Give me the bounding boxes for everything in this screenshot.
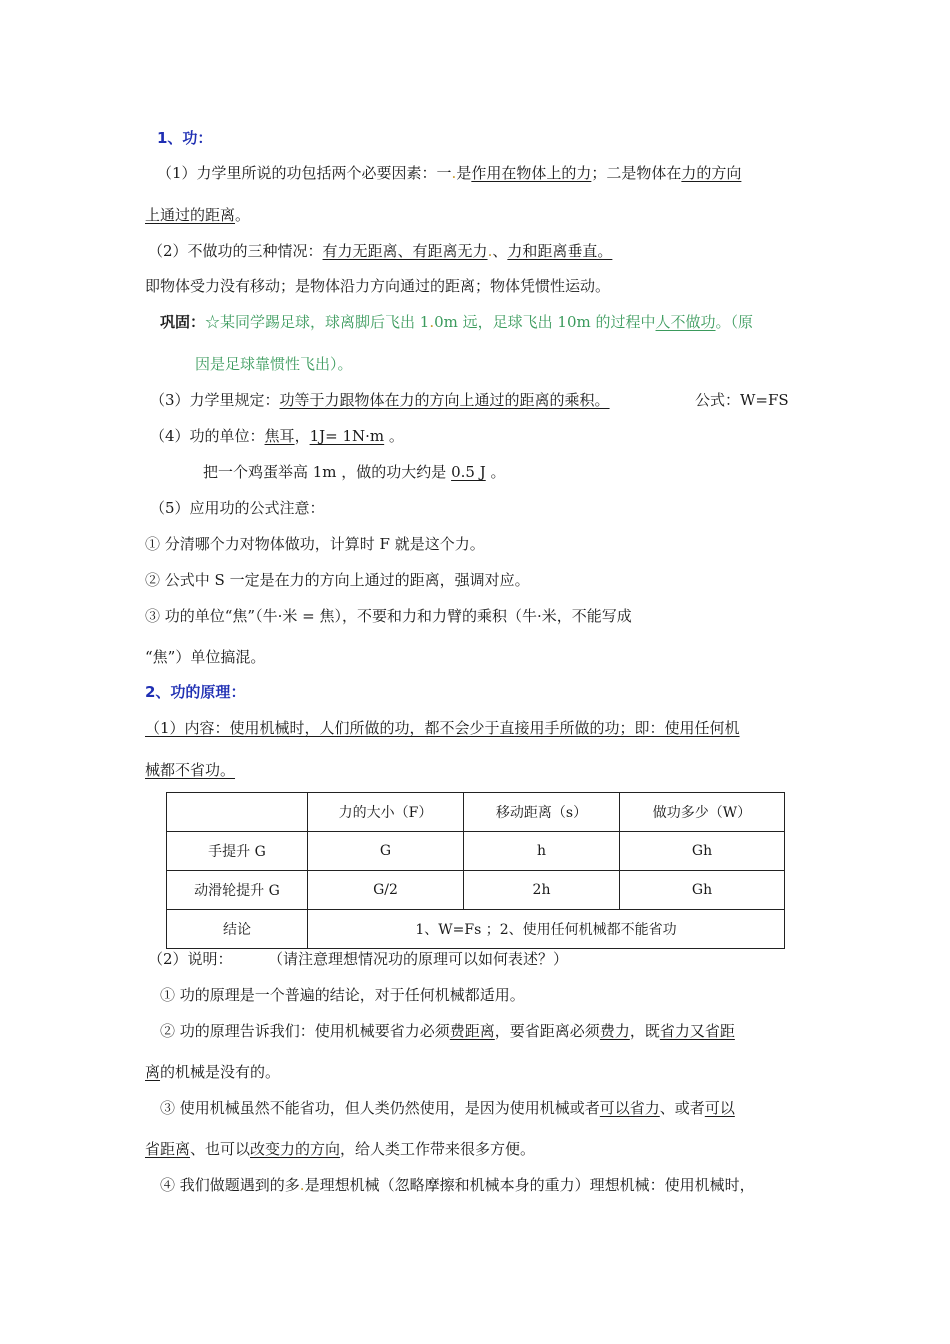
- table-cell: h: [464, 832, 620, 871]
- note-3-line-1: ③ 功的单位“焦”（牛·米 = 焦），不要和力和力臂的乘积（牛·米，不能写成: [145, 607, 632, 625]
- table-cell: 手提升 G: [167, 832, 308, 871]
- explanation-note: （请注意理想情况功的原理可以如何表述？）: [268, 950, 569, 968]
- item-2-line-1: ② 功的原理告诉我们：使用机械要省力必须费距离，要省距离必须费力，既省力又省距: [160, 1022, 735, 1040]
- paragraph-5: （5）应用功的公式注意：: [150, 499, 325, 517]
- table-cell: Gh: [620, 832, 785, 871]
- section-2-heading: 2、功的原理：: [145, 683, 246, 701]
- consolidate-line-2: 因是足球靠惯性飞出）。: [195, 355, 353, 373]
- explanation-label: （2）说明：: [148, 950, 233, 968]
- paragraph-1-line-1: （1）力学里所说的功包括两个必要因素：一.是作用在物体上的力；二是物体在力的方向: [157, 164, 742, 182]
- table-header-cell: [167, 793, 308, 832]
- table-header-cell: 移动距离（s）: [464, 793, 620, 832]
- table-header-cell: 做功多少（W）: [620, 793, 785, 832]
- table-cell: G/2: [308, 871, 464, 910]
- table-cell: Gh: [620, 871, 785, 910]
- principle-line-2: 械都不省功。: [145, 761, 236, 779]
- table-row: [167, 871, 785, 910]
- paragraph-1-line-2: 上通过的距离。: [145, 206, 251, 224]
- table-row-conclusion: [167, 910, 785, 949]
- paragraph-3: （3）力学里规定：功等于力跟物体在力的方向上通过的距离的乘积。: [150, 391, 610, 409]
- table-cell-conclusion: 1、W=Fs ；2、使用任何机械都不能省功: [308, 910, 785, 949]
- table-cell: 结论: [167, 910, 308, 949]
- table-header-cell: 力的大小（F）: [308, 793, 464, 832]
- table-cell: 2h: [464, 871, 620, 910]
- item-3-line-1: ③ 使用机械虽然不能省功，但人类仍然使用，是因为使用机械或者可以省力、或者可以: [160, 1099, 735, 1117]
- note-1: ① 分清哪个力对物体做功，计算时 F 就是这个力。: [145, 535, 485, 553]
- paragraph-2-line-2: 即物体受力没有移动；是物体沿力方向通过的距离；物体凭惯性运动。: [145, 277, 611, 295]
- consolidate-line-1: 巩固：☆某同学踢足球，球离脚后飞出 1.0m 远，足球飞出 10m 的过程中人不做功。（原: [160, 313, 754, 331]
- section-1-heading: 1、功：: [157, 129, 213, 147]
- paragraph-4: （4）功的单位：焦耳，1J= 1N·m 。: [150, 427, 404, 445]
- table-row: [167, 832, 785, 871]
- table-header-row: [167, 793, 785, 832]
- principle-line-1: （1）内容：使用机械时，人们所做的功，都不会少于直接用手所做的功；即：使用任何机: [145, 719, 740, 737]
- formula: 公式：W=FS: [695, 391, 789, 409]
- item-2-line-2: 离的机械是没有的。: [145, 1063, 281, 1081]
- item-4-line-1: ④ 我们做题遇到的多.是理想机械（忽略摩擦和机械本身的重力）理想机械：使用机械时，: [160, 1176, 755, 1194]
- paragraph-2-line-1: （2）不做功的三种情况：有力无距离、有距离无力.、力和距离垂直。: [148, 242, 613, 260]
- note-3-line-2: “焦”）单位搞混。: [145, 648, 266, 666]
- note-2: ② 公式中 S 一定是在力的方向上通过的距离，强调对应。: [145, 571, 530, 589]
- item-1: ① 功的原理是一个普遍的结论，对于任何机械都适用。: [160, 986, 525, 1004]
- item-3-line-2: 省距离、也可以改变力的方向，给人类工作带来很多方便。: [145, 1140, 536, 1158]
- work-principle-table: [166, 792, 785, 949]
- egg-example: 把一个鸡蛋举高 1m ，做的功大约是 0.5 J 。: [203, 463, 506, 481]
- table-cell: 动滑轮提升 G: [167, 871, 308, 910]
- table-cell: G: [308, 832, 464, 871]
